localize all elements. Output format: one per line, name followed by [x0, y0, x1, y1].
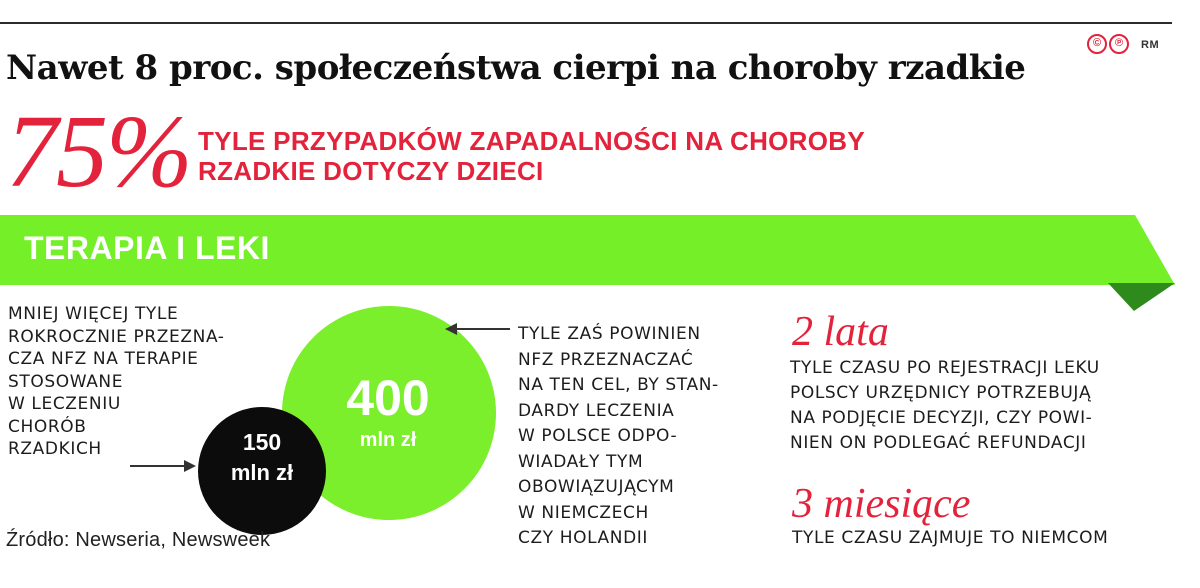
stat2-heading: 3 miesiące: [792, 481, 971, 527]
middle-description-line: NA TEN CEL, BY STAN-: [518, 375, 719, 395]
circle-large-unit: mln zł: [359, 429, 417, 451]
left-description-line: CHORÓB: [8, 416, 87, 437]
left-description-line: ROKROCZNIE PRZEZNA-: [8, 326, 225, 347]
middle-description-line: W NIEMCZECH: [518, 502, 649, 523]
phonogram-icon: ℗: [1109, 34, 1129, 54]
author-credit: RM: [1141, 39, 1160, 51]
middle-description-line: NFZ PRZEZNACZAĆ: [518, 349, 694, 370]
middle-description-line: OBOWIĄZUJĄCYM: [518, 477, 675, 497]
middle-description-line: WIADAŁY TYM: [518, 451, 644, 472]
arrow-left-icon: [130, 460, 196, 472]
middle-description: [518, 322, 719, 552]
source-note: Źródło: Newseria, Newsweek: [6, 529, 271, 551]
stat1-description-line: NIEN ON PODLEGAĆ REFUNDACJI: [790, 433, 1087, 453]
middle-description-line: CZY HOLANDII: [518, 528, 648, 548]
stat1-heading: 2 lata: [792, 309, 889, 355]
section-title: TERAPIA I LEKI: [24, 230, 270, 266]
copyright-icon: ©: [1087, 34, 1107, 54]
stat1-description-line: NA PODJĘCIE DECYZJI, CZY POWI-: [790, 408, 1093, 428]
stat1-description: [790, 356, 1100, 456]
page-title: Nawet 8 proc. społeczeństwa cierpi na choroby rzadkie: [6, 48, 1026, 88]
middle-description-line: DARDY LECZENIA: [518, 400, 675, 421]
banner-fold: [1096, 283, 1176, 313]
circle-small-unit: mln zł: [230, 460, 294, 485]
top-divider: [0, 22, 1172, 24]
left-description-line: STOSOWANE: [8, 371, 124, 392]
stat1-description-line: POLSCY URZĘDNICY POTRZEBUJĄ: [790, 383, 1092, 403]
highlight-description-line: RZADKIE DOTYCZY DZIECI: [198, 156, 544, 186]
left-description-line: CZA NFZ NA TERAPIE: [8, 349, 199, 369]
left-description-line: W LECZENIU: [8, 394, 121, 414]
circle-large-value: 400: [346, 370, 430, 426]
highlight-value: 75%: [6, 94, 191, 209]
copyright-marks: [1087, 34, 1129, 54]
circle-small-value: 150: [242, 429, 282, 455]
middle-description-line: W POLSCE ODPO-: [518, 426, 678, 446]
left-description-line: RZADKICH: [8, 439, 102, 459]
highlight-description-line: TYLE PRZYPADKÓW ZAPADALNOŚCI NA CHOROBY: [198, 126, 865, 156]
highlight-description: [198, 126, 865, 186]
left-description-line: MNIEJ WIĘCEJ TYLE: [8, 304, 179, 324]
stat1-description-line: TYLE CZASU PO REJESTRACJI LEKU: [790, 358, 1100, 378]
stat2-description: TYLE CZASU ZAJMUJE TO NIEMCOM: [792, 528, 1109, 548]
left-description: [8, 303, 225, 461]
middle-description-line: TYLE ZAŚ POWINIEN: [518, 324, 701, 344]
